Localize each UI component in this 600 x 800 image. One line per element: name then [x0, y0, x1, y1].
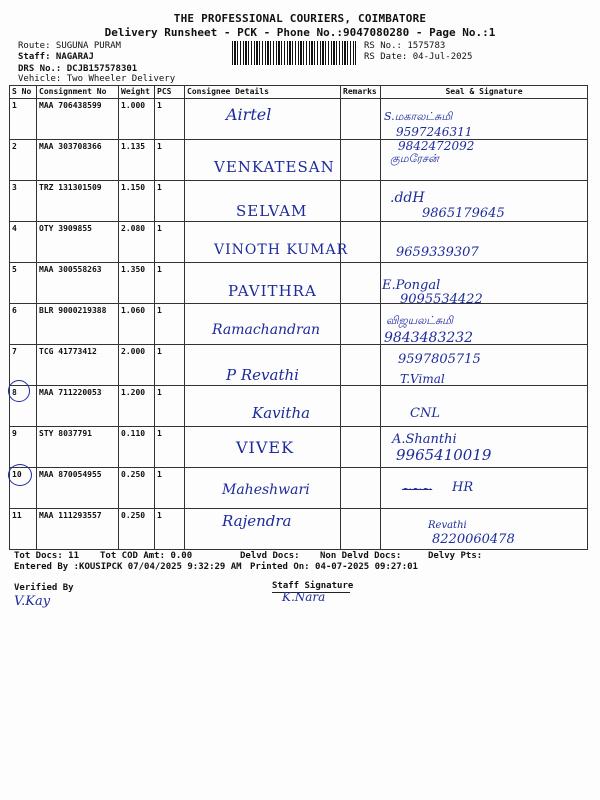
cell-consignment-no: BLR 9000219388 — [37, 304, 119, 345]
handwritten-phone: 9965410019 — [396, 446, 492, 464]
cell-weight: 2.000 — [119, 345, 155, 386]
cell-remarks — [341, 468, 381, 509]
handwritten-signature: E.Pongal — [382, 278, 441, 293]
cell-sno: 5 — [10, 263, 37, 304]
handwritten-signature: குமரேசன் — [390, 152, 439, 165]
col-consignee-details: Consignee Details — [185, 86, 341, 99]
cell-sno: 7 — [10, 345, 37, 386]
cell-weight: 0.250 — [119, 509, 155, 550]
circle-mark-icon — [8, 464, 32, 486]
handwritten-consignee: PAVITHRA — [228, 282, 317, 300]
table-row — [10, 99, 588, 140]
handwritten-signature: T.Vimal — [400, 372, 445, 386]
vehicle-label: Vehicle: Two Wheeler Delivery — [18, 74, 176, 84]
handwritten-signature: .ddH — [390, 190, 425, 206]
handwritten-phone: 9842472092 — [398, 139, 475, 153]
handwritten-signature: Revathi — [428, 520, 467, 531]
handwritten-phone: 9597246311 — [396, 125, 473, 139]
cell-pcs: 1 — [155, 263, 185, 304]
cell-sno: 1 — [10, 99, 37, 140]
cell-sno: 4 — [10, 222, 37, 263]
handwritten-phone: 9095534422 — [400, 292, 483, 307]
cell-pcs: 1 — [155, 181, 185, 222]
cell-remarks — [341, 427, 381, 468]
handwritten-consignee: Kavitha — [252, 404, 311, 422]
handwritten-consignee: Maheshwari — [222, 482, 310, 498]
cell-sno: 9 — [10, 427, 37, 468]
cell-pcs: 1 — [155, 427, 185, 468]
handwritten-consignee: SELVAM — [236, 202, 308, 220]
drs-number: DRS No.: DCJB157578301 — [18, 64, 138, 74]
delivery-points: Delvy Pts: — [428, 551, 483, 561]
cell-weight: 0.250 — [119, 468, 155, 509]
cell-sno: 2 — [10, 140, 37, 181]
col-pcs: PCS — [155, 86, 185, 99]
cell-pcs: 1 — [155, 304, 185, 345]
cell-consignment-no: MAA 111293557 — [37, 509, 119, 550]
rs-number: RS No.: 1575783 — [364, 41, 446, 51]
cell-remarks — [341, 509, 381, 550]
handwritten-consignee: P Revathi — [226, 366, 299, 384]
cell-remarks — [341, 99, 381, 140]
cell-consignment-no: TCG 41773412 — [37, 345, 119, 386]
handwritten-consignee: Ramachandran — [212, 322, 321, 338]
cell-sno: 8 — [10, 386, 37, 427]
handwritten-signature: S.மகாலட்சுமி — [384, 110, 453, 123]
barcode-icon — [232, 41, 356, 65]
handwritten-consignee: VINOTH KUMAR — [214, 242, 349, 258]
cell-pcs: 1 — [155, 468, 185, 509]
cell-weight: 0.110 — [119, 427, 155, 468]
cell-sno: 11 — [10, 509, 37, 550]
handwritten-phone: 9659339307 — [396, 245, 479, 260]
table-header-row — [10, 86, 588, 99]
cell-remarks — [341, 140, 381, 181]
handwritten-signature: A.Shanthi — [392, 432, 457, 447]
cell-weight: 1.000 — [119, 99, 155, 140]
cell-consignment-no: MAA 870054955 — [37, 468, 119, 509]
handwritten-phone: 8220060478 — [432, 532, 515, 547]
cell-sno: 10 — [10, 468, 37, 509]
cell-consignment-no: STY 8037791 — [37, 427, 119, 468]
handwritten-consignee: Airtel — [226, 105, 272, 124]
cell-remarks — [341, 386, 381, 427]
cell-remarks — [341, 304, 381, 345]
cell-weight: 1.350 — [119, 263, 155, 304]
cell-consignment-no: TRZ 131301509 — [37, 181, 119, 222]
handwritten-phone: 9865179645 — [422, 206, 505, 221]
non-delivered-docs: Non Delvd Docs: — [320, 551, 402, 561]
handwritten-phone: 9597805715 — [398, 352, 481, 367]
handwritten-phone: 9843483232 — [384, 330, 474, 346]
staff-signature: K.Nara — [282, 590, 326, 604]
handwritten-consignee: Rajendra — [222, 512, 292, 530]
cell-consignment-no: MAA 706438599 — [37, 99, 119, 140]
col-remarks: Remarks — [341, 86, 381, 99]
verified-by-label: Verified By — [14, 583, 74, 593]
printed-on: Printed On: 04-07-2025 09:27:01 — [250, 562, 418, 572]
staff-signature-label: Staff Signature — [272, 581, 354, 591]
handwritten-consignee: VENKATESAN — [214, 158, 335, 176]
cell-weight: 1.200 — [119, 386, 155, 427]
entered-by: Entered By :KOUSIPCK 07/04/2025 9:32:29 AM — [14, 562, 242, 572]
handwritten-consignee: VIVEK — [236, 438, 295, 457]
col-seal-signature: Seal & Signature — [381, 86, 588, 99]
cell-pcs: 1 — [155, 99, 185, 140]
cell-pcs: 1 — [155, 509, 185, 550]
delivery-table — [9, 85, 588, 550]
col-consignment-no: Consignment No — [37, 86, 119, 99]
circle-mark-icon — [8, 380, 30, 402]
col-weight: Weight — [119, 86, 155, 99]
route-label: Route: SUGUNA PURAM — [18, 41, 121, 51]
table-row — [10, 427, 588, 468]
cell-remarks — [341, 181, 381, 222]
cell-consignment-no: MAA 711220053 — [37, 386, 119, 427]
cell-consignment-no: MAA 300558263 — [37, 263, 119, 304]
cell-weight: 1.135 — [119, 140, 155, 181]
cell-consignment-no: OTY 3909855 — [37, 222, 119, 263]
total-cod-amount: Tot COD Amt: 0.00 — [100, 551, 193, 561]
cell-pcs: 1 — [155, 222, 185, 263]
cell-weight: 1.150 — [119, 181, 155, 222]
handwritten-signature: HR — [452, 480, 474, 495]
runsheet-subtitle: Delivery Runsheet - PCK - Phone No.:9047080280 - Page No.:1 — [104, 26, 496, 39]
verified-signature: V.Kay — [14, 594, 51, 609]
cell-sno: 6 — [10, 304, 37, 345]
col-sno: S No — [10, 86, 37, 99]
delivered-docs: Delvd Docs: — [240, 551, 300, 561]
staff-label: Staff: NAGARAJ — [18, 52, 94, 62]
handwritten-scribble: ~~~ — [402, 482, 433, 496]
cell-remarks — [341, 263, 381, 304]
handwritten-signature: CNL — [410, 406, 440, 421]
cell-remarks — [341, 345, 381, 386]
cell-pcs: 1 — [155, 386, 185, 427]
total-docs: Tot Docs: 11 — [14, 551, 80, 561]
cell-weight: 1.060 — [119, 304, 155, 345]
cell-pcs: 1 — [155, 345, 185, 386]
cell-consignment-no: MAA 303708366 — [37, 140, 119, 181]
cell-pcs: 1 — [155, 140, 185, 181]
cell-weight: 2.080 — [119, 222, 155, 263]
cell-sno: 3 — [10, 181, 37, 222]
handwritten-signature: விஜயலட்சுமி — [386, 314, 454, 327]
company-title: THE PROFESSIONAL COURIERS, COIMBATORE — [173, 12, 427, 25]
rs-date: RS Date: 04-Jul-2025 — [364, 52, 473, 62]
